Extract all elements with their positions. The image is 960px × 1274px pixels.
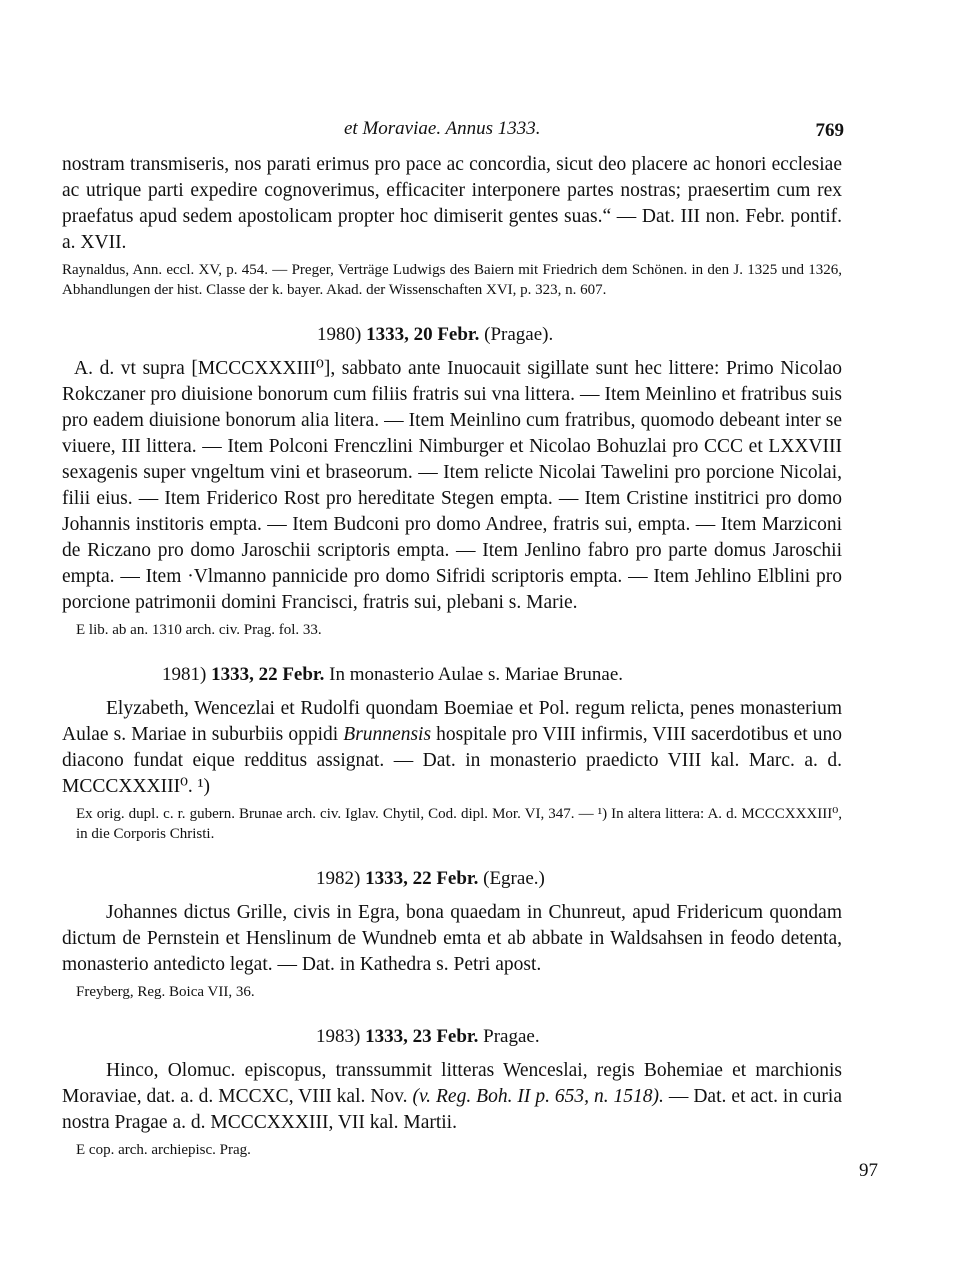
entry-continued: [62, 152, 842, 300]
entry-1983: [62, 1024, 842, 1160]
running-title: et Moraviae. Annus 1333.: [344, 118, 541, 139]
entry-number: 1983): [316, 1026, 361, 1047]
entry-text: [62, 696, 842, 800]
entry-1981: [62, 662, 842, 844]
entry-1982: [62, 866, 842, 1002]
entry-source: Raynaldus, Ann. eccl. XV, p. 454. — Preger, Verträge Ludwigs des Baiern mit Friedrich dem Schönen. in den J. 1325 und 1326, Abhandlungen der hist. Classe der k. bayer. Akad. der Wissenschaften XVI, p. 323, n. 607.: [62, 262, 842, 298]
entry-heading: [62, 1024, 842, 1050]
entry-number: 1981): [162, 664, 207, 685]
entry-source: Freyberg, Reg. Boica VII, 36.: [76, 984, 255, 1000]
entry-source: Ex orig. dupl. c. r. gubern. Brunae arch. civ. Iglav. Chytil, Cod. dipl. Mor. VI, 347. — ¹) In altera littera: A. d. MCCCXXXIII⁰, in die Corporis Christi.: [76, 806, 842, 842]
entry-date: 1333, 23: [365, 1026, 432, 1047]
entry-source: E lib. ab an. 1310 arch. civ. Prag. fol. 33.: [76, 622, 322, 638]
entry-text-part: Hinco, Olomuc. episcopus, transsummit litteras Wenceslai, regis Bohemiae et marchionis Moraviae, dat. a. d. MCCXC, VIII kal. Nov.: [62, 1060, 842, 1107]
entry-place: Pragae.: [483, 1026, 540, 1047]
page-number: 769: [815, 120, 844, 141]
entry-month: Febr.: [436, 1026, 479, 1047]
entry-date: 1333, 22: [365, 868, 432, 889]
entry-place: In monasterio Aulae s. Mariae Brunae.: [329, 664, 624, 685]
entry-1980: [62, 322, 842, 640]
entry-heading: [62, 662, 842, 688]
entry-text: Johannes dictus Grille, civis in Egra, bona quaedam in Chunreut, apud Fridericum quondam dictum de Pernstein et Henslinum de Wundneb emta et ab abbate in Waldsahsen in feodo detenta, monasterio antedicto legat. — Dat. in Kathedra s. Petri apost.: [62, 902, 842, 975]
page-header: [62, 112, 842, 152]
entry-text: [62, 1058, 842, 1136]
entry-text-italic: (v. Reg. Boh. II p. 653, n. 1518).: [412, 1086, 664, 1107]
entry-text-part: Elyzabeth, Wencezlai et Rudolfi quondam Boemiae et Pol. regum relicta, penes monasterium Aulae s. Mariae in suburbiis oppidi: [62, 698, 842, 745]
entry-date: 1333, 20: [366, 324, 433, 345]
entry-text: A. d. vt supra [MCCCXXXIII⁰], sabbato ante Inuocauit sigillate sunt hec littere: Primo Nicolao Rokczaner pro diuisione bonorum cum filiis fratris sui vna littera. — Item Meinlino et fratribus suis pro eadem diuisione bonorum alia litera. — Item Meinlino cum fratribus, quomodo debeant inter se viuere, III littera. — Item Polconi Frenczlini Nimburger et Nicolao Bohuzlai pro CCC et LXXVIII sexagenis super vngeltum vini et braseorum. — Item relicte Nicolai Tawelini pro porcione Nicolai, filii eius. — Item Friderico Rost pro hereditate Stegen empta. — Item Cristine institrici pro domo Johannis institoris empta. — Item Budconi pro domo Andree, fratris sui, empta. — Item Marziconi de Riczano pro domo Jaroschii scriptoris empta. — Item Jenlino fabro pro parte domus Jaroschii empta. — Item ·Vlmanno pannicide pro domo Sifridi scriptoris empta. — Item Jehlino Elblini pro porcione patrimonii domini Francisci, fratris sui, plebani s. Marie.: [62, 358, 842, 613]
entry-heading: [62, 866, 842, 892]
entry-heading: [62, 322, 842, 348]
entry-text-part: hospitale pro VIII infirmis, VIII sacerdotibus et uno diacono fundat eique redditus assignat. — Dat. in monasterio praedicto VIII kal. Marc. a. d. MCCCXXXIII⁰. ¹): [62, 724, 843, 797]
entry-month: Febr.: [282, 664, 325, 685]
entry-text-italic: Brunnensis: [343, 724, 432, 745]
entry-number: 1982): [316, 868, 361, 889]
entry-text: nostram transmiseris, nos parati erimus pro pace ac concordia, sicut deo placere ac honori ecclesiae ac utrique parti expedire cognoverimus, efficaciter interponere partes nostras; praesertim cum rex praefatus apud sedem apostolicam propter hoc dimiserit gentes suas.“ — Dat. III non. Febr. pontif. a. XVII.: [62, 154, 842, 253]
entry-number: 1980): [317, 324, 362, 345]
entry-month: Febr.: [436, 868, 479, 889]
entry-text-part: — Dat. et act. in curia nostra Pragae a. d. MCCCXXXIII, VII kal. Martii.: [62, 1086, 842, 1133]
entry-source: E cop. arch. archiepisc. Prag.: [76, 1142, 251, 1158]
entry-place: (Egrae.): [483, 868, 545, 889]
page: [62, 112, 842, 1160]
entry-month: Febr.: [437, 324, 480, 345]
entry-date: 1333, 22: [211, 664, 278, 685]
entry-place: (Pragae).: [484, 324, 554, 345]
signature-mark: 97: [859, 1160, 878, 1181]
